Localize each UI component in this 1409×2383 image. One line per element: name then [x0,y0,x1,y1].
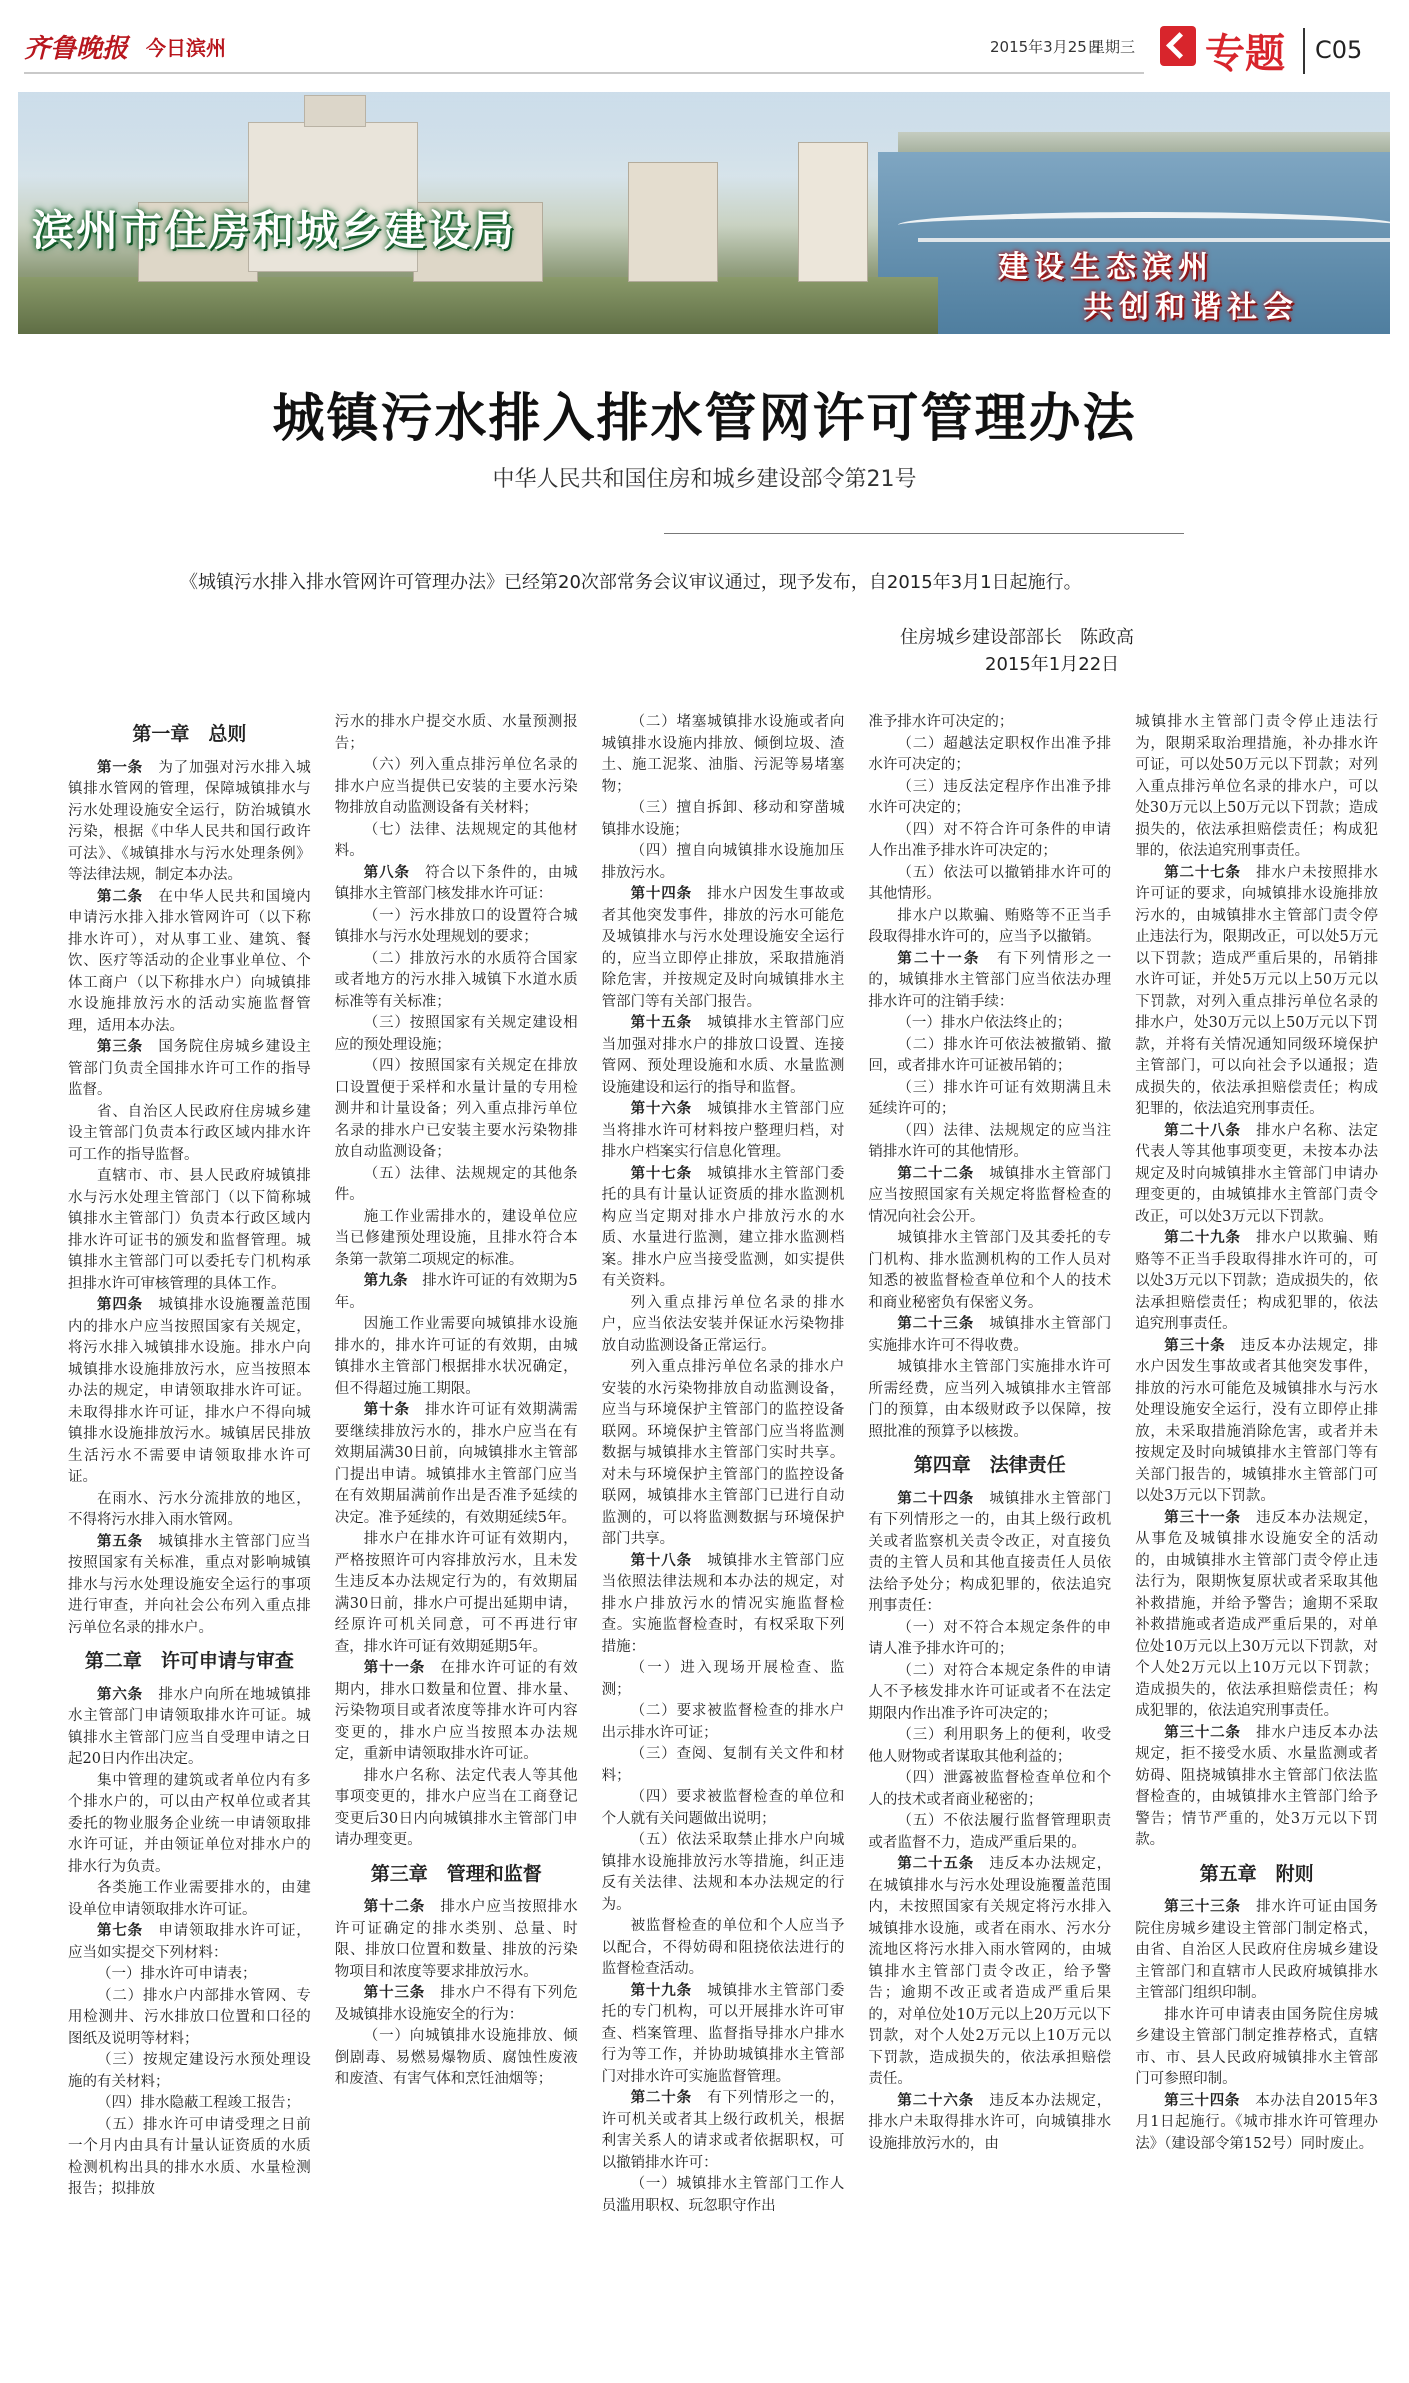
article-text: 排水许可证由国务院住房城乡建设主管部门制定格式，由省、自治区人民政府住房城乡建设主管部门和直辖市人民政府城镇排水主管部门组织印制。 [1135,1899,1378,2001]
article-text: 排水许可证的有效期为5年。 [334,1273,578,1311]
article-paragraph [868,1489,1111,1618]
banner-slogan-line1: 建设生态滨州 [998,250,1214,285]
article-paragraph [602,1551,845,1659]
article-text: （四）对不符合许可条件的申请人作出准予排水许可决定的； [868,821,1112,859]
article-text: 排水户在排水许可证有效期内，严格按照许可内容排放污水，且未发生违反本办法规定行为的，有效期届满30日前，排水户可提出延期申请，经原许可机关同意，可不再进行审查，排水许可证有效期延期5年。 [334,1531,578,1655]
chapter-heading: 第五章 附则 [1199,1862,1314,1885]
article-number: 第十二条 [363,1899,441,1915]
article-text: （六）列入重点排污单位名录的排水户应当提供已安装的主要水污染物排放自动监测设备有关材料； [334,757,578,816]
article-text: 城镇排水主管部门委托的专门机构，可以开展排水许可审查、档案管理、监督指导排水户排水行为等工作，并协助城镇排水主管部门对排水许可实施监督管理。 [601,1982,845,2085]
article-paragraph [68,1166,311,1295]
article-number: 第三十一条 [1164,1509,1257,1526]
article-paragraph [335,2026,578,2091]
masthead-rule [24,72,1144,74]
article-text: （三）擅自拆卸、移动和穿凿城镇排水设施； [601,800,845,838]
article-paragraph [68,1964,311,1986]
article-number: 第八条 [363,864,426,881]
article-paragraph [68,1102,311,1167]
article-number: 第十八条 [630,1552,708,1569]
article-paragraph [602,841,845,884]
page-number: C05 [1315,36,1363,64]
article-paragraph [1135,2005,1378,2091]
article-text: 因施工作业需要向城镇排水设施排水的，排水许可证的有效期，由城镇排水主管部门根据排水状况确定，但不得超过施工期限。 [334,1316,578,1397]
article-number: 第十一条 [363,1660,441,1676]
article-text: 集中管理的建筑或者单位内有多个排水户的，可以由产权单位或者其委托的物业服务企业统一申请领取排水许可证，并由领证单位对排水户的排水行为负责。 [68,1772,311,1875]
article-text: （四）按照国家有关规定在排放口设置便于采样和水量计量的专用检测井和计量设备；列入重点排污单位名录的排水户已安装主要水污染物排放自动监测设备； [334,1058,578,1160]
article-text: （二）对符合本规定条件的申请人不予核发排水许可证或者不在法定期限内作出准予许可决定的； [868,1662,1112,1722]
banner-photo [18,92,1390,334]
article-text: （二）要求被监督检查的排水户出示排水许可证； [601,1703,845,1741]
article-number: 第十九条 [630,1982,708,1999]
article-paragraph [335,1529,578,1658]
article-paragraph [602,798,845,841]
article-paragraph [68,2115,311,2201]
article-text: 在雨水、污水分流排放的地区，不得将污水排入雨水管网。 [68,1490,311,1528]
article-text: （一）对不符合本规定条件的申请人准予排水许可的； [868,1619,1112,1657]
article-paragraph [602,884,845,1013]
article-paragraph [1135,2091,1378,2156]
article-text: 城镇排水主管部门责令停止违法行为，限期采取治理措施，补办排水许可证，可以处50万元以下罚款；对列入重点排污单位名录的排水户，可以处30万元以上50万元以下罚款；造成损失的，依法承担赔偿责任；构成犯罪的，依法追究刑事责任。 [1135,714,1378,859]
article-text: 被监督检查的单位和个人应当予以配合，不得妨碍和阻挠依法进行的监督检查活动。 [601,1918,845,1977]
article-text: （一）向城镇排水设施排放、倾倒剧毒、易燃易爆物质、腐蚀性废液和废渣、有害气体和烹饪油烟等； [334,2028,578,2087]
article-paragraph [868,2091,1111,2156]
article-paragraph [68,1771,311,1879]
article-number: 第十三条 [363,1985,441,2001]
article-paragraph [1135,1897,1378,2005]
article-text: 有下列情形之一的，城镇排水主管部门应当依法办理排水许可的注销手续： [868,950,1112,1010]
article-paragraph [335,1983,578,2026]
article-text: （一）污水排放口的设置符合城镇排水与污水处理规划的要求； [334,907,578,945]
masthead [0,0,1409,90]
article-headline: 城镇污水排入排水管网许可管理办法 [272,388,1137,449]
article-number: 第二十一条 [897,950,998,967]
topic-tag-icon [1160,26,1196,66]
article-text: （三）排水许可证有效期满且未延续许可的； [868,1079,1112,1117]
article-text: 排水户不得有下列危及城镇排水设施安全的行为： [334,1985,578,2023]
article-text: （二）排放污水的水质符合国家或者地方的污水排入城镇下水道水质标准等有关标准； [334,950,578,1010]
signer: 住房城乡建设部部长 陈政高 [900,627,1134,648]
article-paragraph [335,820,578,863]
masthead-left [24,28,226,65]
column-5 [1135,712,1378,2372]
article-paragraph [335,755,578,820]
article-text: 城镇排水主管部门实施排水许可不得收费。 [868,1316,1112,1354]
article-paragraph [335,1271,578,1314]
article-paragraph [335,1013,578,1056]
article-paragraph [1135,1228,1378,1336]
article-text: 排水户以欺骗、贿赂等不正当手段取得排水许可的，应当予以撤销。 [868,907,1112,945]
article-number: 第四条 [97,1297,159,1313]
article-paragraph [868,1854,1111,2091]
article-paragraph [602,712,845,798]
article-text: （四）要求被监督检查的单位和个人就有关问题做出说明； [601,1789,845,1827]
article-number: 第九条 [363,1273,423,1289]
article-text: 申请领取排水许可证，应当如实提交下列材料： [68,1923,311,1961]
article-paragraph [868,1357,1111,1443]
article-text: （五）不依法履行监督管理职责或者监督不力，造成严重后果的。 [868,1813,1112,1851]
article-text: 城镇排水主管部门实施排水许可所需经费，应当列入城镇排水主管部门的预算，由本级财政予以保障，按照批准的预算予以核拨。 [868,1359,1112,1440]
article-text: 列入重点排污单位名录的排水户安装的水污染物排放自动监测设备，应当与环境保护主管部门的监控设备联网。环境保护主管部门应当将监测数据与城镇排水主管部门实时共享。对未与环境保护主管部门的监控设备联网，城镇排水主管部门已进行自动监测的，可以将监测数据与环境保护部门共享。 [601,1359,845,1547]
article-paragraph [602,2174,845,2217]
article-number: 第十六条 [630,1101,708,1117]
article-paragraph [868,906,1111,949]
article-text: （一）进入现场开展检查、监测； [601,1660,845,1698]
chapter-heading: 第一章 总则 [132,723,247,745]
article-paragraph [335,1897,578,1983]
article-text: （五）法律、法规规定的其他条件。 [334,1165,578,1203]
article-paragraph [335,1400,578,1529]
article-paragraph [868,1035,1111,1078]
article-paragraph [602,1013,845,1099]
topic-label: 专题 [1205,31,1285,77]
article-number: 第五条 [97,1533,159,1550]
banner-building-2 [628,162,718,282]
article-text: 在排水许可证的有效期内，排水口数量和位置、排水量、污染物项目或者浓度等排水许可内容变更的，排水户应当按照本办法规定，重新申请领取排水许可证。 [334,1660,578,1762]
article-paragraph [602,1981,845,2089]
article-text: 直辖市、市、县人民政府城镇排水与污水处理主管部门（以下简称城镇排水主管部门）负责本行政区域内排水许可证书的颁发和监督管理。城镇排水主管部门可以委托专门机构承担排水许可审核管理的具体工作。 [68,1168,311,1292]
article-number: 第二十七条 [1164,864,1257,881]
article-paragraph [68,1532,311,1640]
banner-title: 滨州市住房和城乡建设局 [32,206,517,255]
section-name: 今日滨州 [146,36,227,60]
article-text: 城镇排水主管部门及其委托的专门机构、排水监测机构的工作人员对知悉的被监督检查单位和个人的技术和商业秘密负有保密义务。 [868,1230,1112,1311]
article-paragraph [68,1921,311,1964]
article-paragraph [68,1685,311,1771]
article-number: 第二十九条 [1164,1230,1257,1246]
article-text: 违反本办法规定，在城镇排水与污水处理设施覆盖范围内，未按照国家有关规定将污水排入城镇排水设施，或者在雨水、污水分流地区将污水排入雨水管网的，由城镇排水主管部门责令改正，给予警告；逾期不改正或者造成严重后果的，对单位处10万元以上20万元以下罚款，对个人处2万元以上10万元以下罚款，造成损失的，依法承担赔偿责任。 [868,1856,1112,2087]
article-paragraph [868,949,1111,1014]
article-text: 施工作业需排水的，建设单位应当已修建预处理设施，且排水符合本条第一款第二项规定的标准。 [334,1208,578,1268]
article-text: 排水户应当按照排水许可证确定的排水类别、总量、时限、排放口位置和数量、排放的污染物项目和浓度等要求排放污水。 [334,1899,578,1980]
article-paragraph [602,1916,845,1981]
article-paragraph [868,863,1111,906]
article-paragraph [868,1661,1111,1726]
article-paragraph [602,1293,845,1358]
article-text: 违反本办法规定，从事危及城镇排水设施安全的活动的，由城镇排水主管部门责令停止违法行为，限期恢复原状或者采取其他补救措施，并给予警告；逾期不采取补救措施或者造成严重后果的，对单位处10万元以上30万元以下罚款，对个人处2万元以上10万元以下罚款；造成损失的，依法承担赔偿责任；构成犯罪的，依法追究刑事责任。 [1135,1509,1378,1719]
article-text: 排水许可证有效期满需要继续排放污水的，排水户应当在有效期届满30日前，向城镇排水主管部门提出申请。城镇排水主管部门应当在有效期届满前作出是否准予延续的决定。准予延续的，有效期延续5年。 [334,1402,578,1526]
article-paragraph [868,1811,1111,1854]
article-text: （三）查阅、复制有关文件和材料； [601,1746,845,1784]
issue-weekday: 星期三 [1090,38,1136,56]
article-paragraph [602,1099,845,1164]
article-number: 第三条 [97,1039,159,1055]
article-paragraph [335,1164,578,1207]
article-number: 第三十四条 [1164,2092,1256,2109]
article-paragraph [602,1744,845,1787]
article-text: 排水户名称、法定代表人等其他事项变更的，排水户应当在工商登记变更后30日内向城镇排水主管部门申请办理变更。 [334,1767,578,1848]
article-paragraph [868,1121,1111,1164]
article-number: 第二十条 [630,2090,708,2106]
article-text: 城镇排水主管部门应当按照国家有关标准，重点对影响城镇排水与污水处理设施安全运行的事项进行审查，并向社会公布列入重点排污单位名录的排水户。 [68,1533,311,1636]
article-number: 第二十四条 [897,1490,990,1507]
article-paragraph [602,1787,845,1830]
column-1 [68,712,311,2372]
article-number: 第二十二条 [897,1165,990,1182]
article-text: 准予排水许可决定的； [868,714,1014,730]
article-paragraph [335,906,578,949]
article-text: （一）排水许可申请表； [97,1966,257,1982]
article-text: （二）超越法定职权作出准予排水许可决定的； [868,735,1112,773]
article-number: 第二十六条 [897,2092,990,2109]
article-text: （五）依法采取禁止排水户向城镇排水设施排放污水等措施，纠正违反有关法律、法规和本办法规定的行为。 [601,1832,845,1913]
article-paragraph [1135,1508,1378,1723]
sign-date: 2015年1月22日 [985,654,1120,675]
article-paragraph [868,1013,1111,1035]
article-paragraph [68,1878,311,1921]
article-text: 污水的排水户提交水质、水量预测报告； [334,714,578,752]
article-paragraph [68,758,311,887]
article-paragraph [868,777,1111,820]
article-paragraph [602,1830,845,1916]
chapter-heading: 第四章 法律责任 [913,1454,1066,1476]
article-paragraph [335,1314,578,1400]
article-paragraph [602,1164,845,1293]
article-text: 城镇排水主管部门应当将排水许可材料按户整理归档，对排水户档案实行信息化管理。 [601,1101,845,1160]
article-number: 第一条 [97,759,159,776]
article-number: 第十条 [363,1402,426,1418]
article-paragraph [868,1314,1111,1357]
subhead-rule [664,533,1184,534]
article-text: 为了加强对污水排入城镇排水管网的管理，保障城镇排水与污水处理设施安全运行，防治城镇水污染，根据《中华人民共和国行政许可法》、《城镇排水与污水处理条例》等法律法规，制定本办法。 [68,759,311,883]
article-number: 第十七条 [630,1165,708,1182]
article-text: 排水户名称、法定代表人等其他事项变更，未按本办法规定及时向城镇排水主管部门申请办理变更的，由城镇排水主管部门责令改正，可以处3万元以下罚款。 [1135,1122,1378,1225]
article-paragraph [1135,1336,1378,1508]
article-paragraph [868,1228,1111,1314]
article-text: 排水户未按照排水许可证的要求，向城镇排水设施排放污水的，由城镇排水主管部门责令停止违法行为，限期改正，可以处5万元以下罚款；造成严重后果的，吊销排水许可证，并处5万元以上50万元以下罚款，对列入重点排污单位名录的排水户，处30万元以上50万元以下罚款，并将有关情况通知同级环境保护主管部门，可以向社会予以通报；造成损失的，依法承担赔偿责任；构成犯罪的，依法追究刑事责任。 [1135,864,1378,1117]
article-text: （一）城镇排水主管部门工作人员滥用职权、玩忽职守作出 [601,2176,845,2214]
article-text: 城镇排水主管部门有下列情形之一的，由其上级行政机关或者监察机关责令改正，对直接负责的主管人员和其他直接责任人员依法给予处分；构成犯罪的，依法追究刑事责任： [868,1490,1112,1614]
article-number: 第十五条 [630,1015,708,1031]
article-paragraph [335,949,578,1014]
promulgation-text: 《城镇污水排入排水管网许可管理办法》已经第20次部常务会议审议通过，现予发布，自2015年3月1日起施行。 [180,572,1082,593]
article-number: 第三十条 [1164,1337,1241,1354]
article-paragraph [335,712,578,755]
article-text: 排水户违反本办法规定，拒不接受水质、水量监测或者妨碍、阻挠城镇排水主管部门依法监督检查的，由城镇排水主管部门给予警告；情节严重的，处3万元以下罚款。 [1135,1724,1378,1848]
banner-bridge [898,212,1390,238]
article-text: （二）排水户内部排水管网、专用检测井、污水排放口位置和口径的图纸及说明等材料； [68,1987,311,2047]
article-number: 第七条 [97,1923,159,1939]
column-4 [868,712,1111,2372]
article-paragraph [868,1768,1111,1811]
article-paragraph [602,1701,845,1744]
article-number: 第二十三条 [897,1316,990,1332]
article-number: 第三十三条 [1164,1899,1257,1915]
article-text: 城镇排水主管部门应当依照法律法规和本办法的规定，对排水户排放污水的情况实施监督检查。实施监督检查时，有权采取下列措施： [601,1552,845,1655]
banner-plaza [18,277,938,334]
article-number: 第三十二条 [1164,1724,1257,1741]
article-text: （三）违反法定程序作出准予排水许可决定的； [868,778,1112,816]
article-text: 国务院住房城乡建设主管部门负责全国排水许可工作的指导监督。 [68,1039,311,1098]
article-text: 城镇排水主管部门委托的具有计量认证资质的排水监测机构应当定期对排水户排放污水的水质、水量进行监测，建立排水监测档案。排水户应当接受监测，如实提供有关资料。 [601,1165,845,1289]
article-text: （二）排水许可依法被撤销、撤回，或者排水许可证被吊销的； [868,1036,1112,1074]
article-paragraph [868,1618,1111,1661]
article-paragraph [68,1489,311,1532]
article-text: 排水户因发生事故或者其他突发事件，排放的污水可能危及城镇排水与污水处理设施安全运行的，应当立即停止排放，采取措施消除危害，并按规定及时向城镇排水主管部门等有关部门报告。 [601,886,845,1010]
article-paragraph [1135,712,1378,863]
article-paragraph [335,1207,578,1272]
article-paragraph [335,1056,578,1164]
article-text: （四）排水隐蔽工程竣工报告； [97,2095,300,2111]
article-number: 第十四条 [630,886,708,902]
article-paragraph [868,734,1111,777]
article-paragraph [868,1725,1111,1768]
article-paragraph [1135,1723,1378,1852]
article-subhead: 中华人民共和国住房和城乡建设部令第21号 [492,467,917,492]
article-text: （三）利用职务上的便利，收受他人财物或者谋取其他利益的； [868,1727,1112,1765]
article-paragraph [335,1658,578,1766]
article-text: （四）法律、法规规定的应当注销排水许可的其他情形。 [868,1122,1112,1160]
article-number: 第二条 [97,888,159,905]
article-text: （一）排水户依法终止的； [897,1015,1072,1031]
chapter-heading: 第三章 管理和监督 [370,1862,542,1885]
article-paragraph [868,820,1111,863]
article-text: 符合以下条件的，由城镇排水主管部门核发排水许可证： [334,864,578,902]
article-number: 第二十八条 [1164,1122,1257,1139]
article-text: 列入重点排污单位名录的排水户，应当依法安装并保证水污染物排放自动监测设备正常运行。 [601,1294,845,1354]
article-paragraph [68,1037,311,1102]
article-body [68,712,1378,2372]
article-text: 省、自治区人民政府住房城乡建设主管部门负责本行政区域内排水许可工作的指导监督。 [68,1103,311,1163]
article-text: 违反本办法规定，排水户未取得排水许可，向城镇排水设施排放污水的，由 [868,2092,1112,2152]
chapter-heading: 第二章 许可申请与审查 [84,1650,294,1672]
article-text: 城镇排水主管部门应当按照国家有关规定将监督检查的情况向社会公开。 [868,1165,1112,1225]
article-number: 第二十五条 [897,1856,990,1872]
article-paragraph [602,1357,845,1551]
banner-building-3 [798,142,868,282]
article-text: 排水许可申请表由国务院住房城乡建设主管部门制定推荐格式，直辖市、市、县人民政府城镇排水主管部门可参照印制。 [1135,2006,1378,2087]
banner-slogan-line2: 共创和谐社会 [1083,290,1299,325]
article-text: （三）按规定建设污水预处理设施的有关材料； [68,2052,311,2090]
article-text: 排水户以欺骗、贿赂等不正当手段取得排水许可的，可以处3万元以下罚款；造成损失的，依法承担赔偿责任；构成犯罪的，依法追究刑事责任。 [1135,1230,1378,1332]
divider [1303,28,1305,74]
column-2 [335,712,578,2372]
article-text: 城镇排水设施覆盖范围内的排水户应当按照国家有关规定，将污水排入城镇排水设施。排水户向城镇排水设施排放污水，应当按照本办法的规定，申请领取排水许可证。未取得排水许可证，排水户不得向城镇排水设施排放污水。城镇居民排放生活污水不需要申请领取排水许可证。 [68,1297,311,1485]
article-paragraph [602,1658,845,1701]
article-paragraph [868,1164,1111,1229]
article-paragraph [68,2093,311,2115]
article-text: （四）擅自向城镇排水设施加压排放污水。 [601,843,845,881]
article-text: 违反本办法规定，排水户因发生事故或者其他突发事件，排放的污水可能危及城镇排水与污水处理设施安全运行，没有立即停止排放，未采取措施消除危害，或者并未按规定及时向城镇排水主管部门等有关部门报告的，城镇排水主管部门可以处3万元以下罚款。 [1135,1337,1378,1504]
article-text: （四）泄露被监督检查单位和个人的技术或者商业秘密的； [868,1770,1112,1808]
article-paragraph [68,1295,311,1489]
article-text: （五）排水许可申请受理之日前一个月内由具有计量认证资质的水质检测机构出具的排水水质、水量检测报告；拟排放 [68,2116,311,2197]
article-number: 第六条 [97,1686,159,1703]
article-paragraph [335,1766,578,1852]
article-text: （七）法律、法规规定的其他材料。 [334,821,578,859]
article-paragraph [68,887,311,1038]
column-3 [602,712,845,2372]
article-text: 各类施工作业需要排水的，由建设单位申请领取排水许可证。 [68,1880,311,1918]
article-text: 城镇排水主管部门应当加强对排水户的排放口设置、连接管网、预处理设施和水质、水量监测设施建设和运行的指导和监督。 [601,1015,845,1096]
article-paragraph [335,863,578,906]
article-text: （三）按照国家有关规定建设相应的预处理设施； [334,1015,578,1053]
article-paragraph [868,712,1111,734]
article-text: （二）堵塞城镇排水设施或者向城镇排水设施内排放、倾倒垃圾、渣土、施工泥浆、油脂、污泥等易堵塞物； [601,714,845,795]
article-text: （五）依法可以撤销排水许可的其他情形。 [868,864,1112,902]
article-paragraph [68,1986,311,2051]
article-paragraph [868,1078,1111,1121]
article-paragraph [1135,863,1378,1121]
paper-name-logo: 齐鲁晚报 [24,34,129,64]
article-text: 在中华人民共和国境内申请污水排入排水管网许可（以下称排水许可），对从事工业、建筑、餐饮、医疗等活动的企业事业单位、个体工商户（以下称排水户）向城镇排水设施排放污水的活动实施监督管理，适用本办法。 [68,888,311,1034]
issue-date: 2015年3月25日 [990,38,1102,56]
article-paragraph [602,2088,845,2174]
article-paragraph [1135,1121,1378,1229]
article-text: 排水户向所在地城镇排水主管部门申请领取排水许可证。城镇排水主管部门应当自受理申请之日起20日内作出决定。 [68,1686,311,1767]
article-paragraph [68,2050,311,2093]
article-text: 本办法自2015年3月1日起施行。《城市排水许可管理办法》（建设部令第152号）同时废止。 [1135,2092,1378,2152]
article-text: 有下列情形之一的，许可机关或者其上级行政机关，根据利害关系人的请求或者依据职权，可以撤销排水许可： [601,2090,845,2171]
